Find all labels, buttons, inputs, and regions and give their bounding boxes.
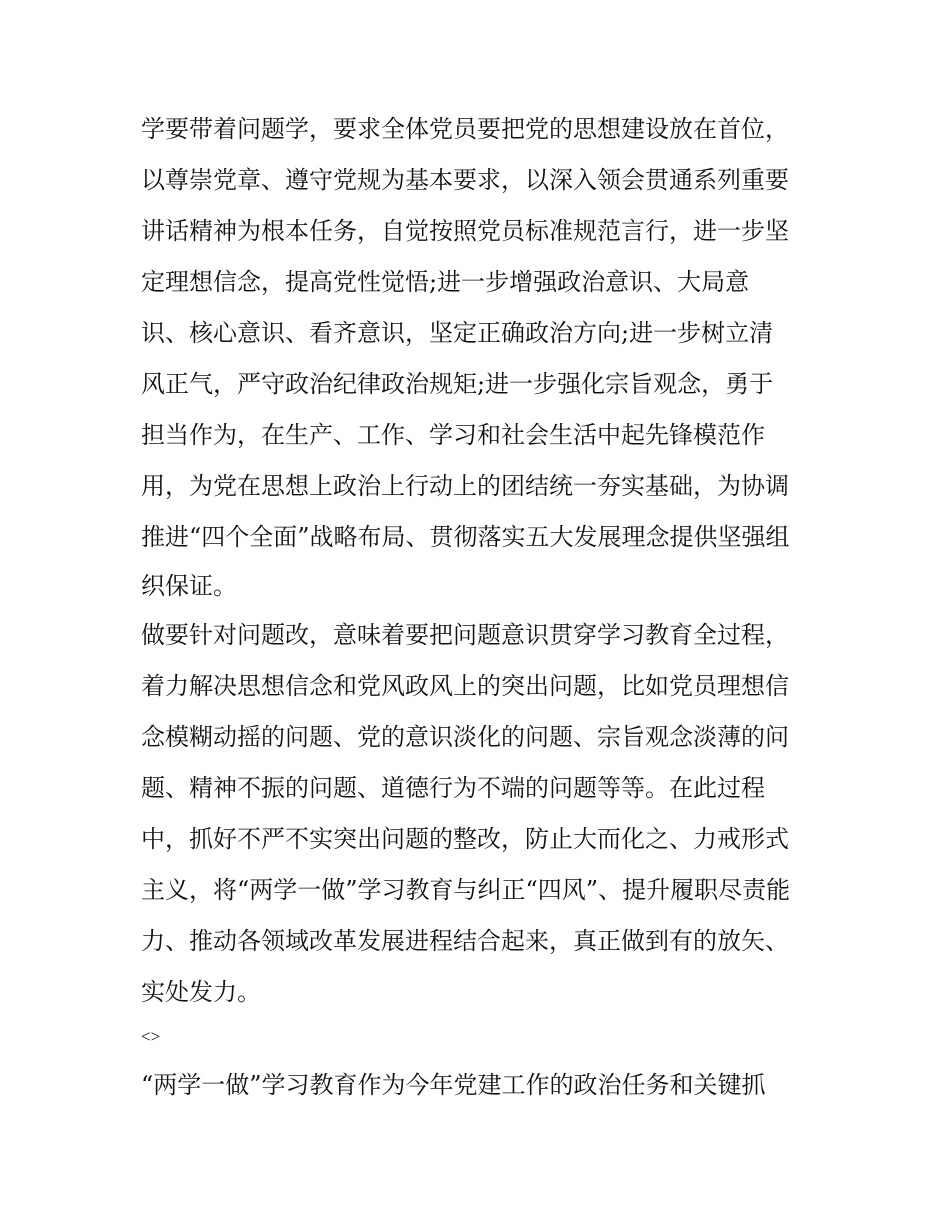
paragraph-1-line: 风正气，严守政治纪律政治规矩;进一步强化宗旨观念，勇于: [141, 370, 774, 398]
paragraph-1-line: 织保证。: [141, 572, 237, 600]
paragraph-2-line: 实处发力。: [141, 978, 261, 1006]
paragraph-2-line: 中，抓好不严不实突出问题的整改，防止大而化之、力戒形式: [141, 825, 789, 853]
paragraph-1-line: 用，为党在思想上政治上行动上的团结统一夯实基础，为协调: [141, 472, 789, 500]
paragraph-1-line: 学要带着问题学，要求全体党员要把党的思想建设放在首位，: [141, 115, 789, 143]
paragraph-1-line: 讲话精神为根本任务，自觉按照党员标准规范言行，进一步坚: [141, 217, 789, 245]
paragraph-3-line: “两学一做”学习教育作为今年党建工作的政治任务和关键抓: [141, 1071, 766, 1099]
paragraph-1-line: 识、核心意识、看齐意识，坚定正确政治方向;进一步树立清: [141, 319, 774, 347]
paragraph-1-line: 推进“四个全面”战略布局、贯彻落实五大发展理念提供坚强组: [141, 523, 790, 551]
paragraph-1-line: 定理想信念，提高党性觉悟;进一步增强政治意识、大局意: [141, 268, 750, 296]
paragraph-1-line: 以尊崇党章、遵守党规为基本要求，以深入领会贯通系列重要: [141, 166, 789, 194]
paragraph-2-line: 念模糊动摇的问题、党的意识淡化的问题、宗旨观念淡薄的问: [141, 723, 789, 751]
paragraph-1-line: 担当作为，在生产、工作、学习和社会生活中起先锋模范作: [141, 421, 765, 449]
section-marker: <>: [141, 1027, 161, 1046]
paragraph-2-line: 题、精神不振的问题、道德行为不端的问题等等。在此过程: [141, 774, 765, 802]
paragraph-2-line: 着力解决思想信念和党风政风上的突出问题，比如党员理想信: [141, 672, 789, 700]
paragraph-2-line: 主义，将“两学一做”学习教育与纠正“四风”、提升履职尽责能: [141, 876, 791, 904]
paragraph-2-line: 力、推动各领域改革发展进程结合起来，真正做到有的放矢、: [141, 927, 789, 955]
paragraph-2-line: 做要针对问题改，意味着要把问题意识贯穿学习教育全过程，: [141, 621, 789, 649]
